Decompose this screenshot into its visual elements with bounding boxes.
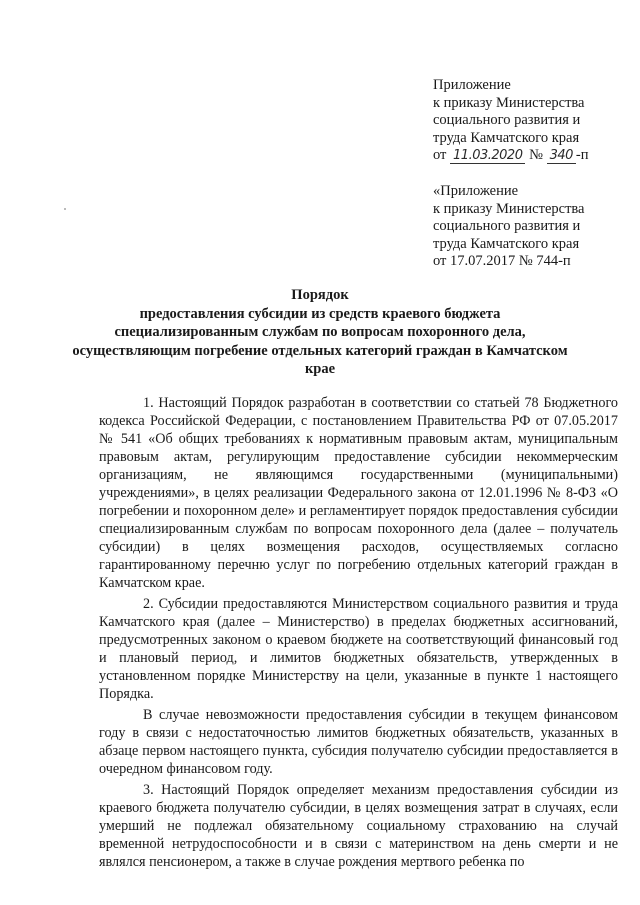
attachment-header-new [433,77,633,165]
date-prefix: от [433,147,447,163]
number-suffix: -п [575,147,589,163]
attachment-line: труда Камчатского края [433,235,580,252]
title-line: специализированным службам по вопросам похоронного дела, [114,324,526,340]
handwritten-date: 11.03.2020 [450,148,525,164]
attachment-line: от 17.07.2017 № 744-п [433,253,571,269]
attachment-line: социального развития и [433,112,581,128]
title-line: крае [304,361,336,377]
attachment-line: «Приложение [433,183,519,199]
attachment-line: социального развития и [433,218,581,234]
attachment-date-line [433,147,633,165]
title-line: осуществляющим погребение отдельных категорий граждан в Камчатском [72,342,568,359]
attachment-line: к приказу Министерства [433,94,585,111]
title-line: предоставления субсидии из средств краевого бюджета [139,305,501,322]
attachment-line: труда Камчатского края [433,129,580,146]
scan-speck [64,208,66,210]
document-body [99,394,618,871]
attachment-line: Приложение [433,77,511,93]
document-title [50,286,590,379]
paragraph-2: 2. Субсидии предоставляются Министерством социального развития и труда Камчатского края (далее – Министерство) в пределах бюджетных ассигнований, предусмотренных законом о краевом бюджете на соответствующий финансовый год и плановый период, и лимитов бюджетных обязательств, утвержденных в установленном порядке Министерству на цели, указанные в пункте 1 настоящего Порядка. [99,596,618,702]
handwritten-number: 340 [547,148,576,164]
paragraph-1: 1. Настоящий Порядок разработан в соответствии со статьей 78 Бюджетного кодекса Российской Федерации, с постановлением Правительства РФ от 07.05.2017 № 541 «Об общих требованиях к нормативным правовым актам, муниципальным правовым актам, регулирующим предоставление субсидии некоммерческим организациям, не являющимся государственными (муниципальными) учреждениями», в целях реализации Федерального закона от 12.01.1996 № 8-ФЗ «О погребении и похоронном деле» и регламентирует порядок предоставления субсидии специализированным службам по вопросам похоронного дела (далее – получатель субсидии) в целях возмещения расходов, осуществляемых согласно гарантированному перечню услуг по погребению отдельных категорий граждан в Камчатском крае. [99,395,618,591]
attachment-header-old [433,183,633,271]
attachment-line: к приказу Министерства [433,200,585,217]
paragraph-4: 3. Настоящий Порядок определяет механизм предоставления субсидии из краевого бюджета получателю субсидии, в целях возмещения затрат в случаях, если умерший не подлежал обязательному социальному страхованию на случай временной нетрудоспособности и в связи с материнством на день смерти и не являлся пенсионером, а также в случае рождения мертвого ребенка по [99,782,618,870]
title-line: Порядок [291,287,349,303]
number-sign: № [529,147,543,163]
paragraph-3: В случае невозможности предоставления субсидии в текущем финансовом году в связи с недостаточностью лимитов бюджетных обязательств, указанных в абзаце первом настоящего пункта, субсидия получателю субсидии предоставляется в очередном финансовом году. [99,707,618,777]
